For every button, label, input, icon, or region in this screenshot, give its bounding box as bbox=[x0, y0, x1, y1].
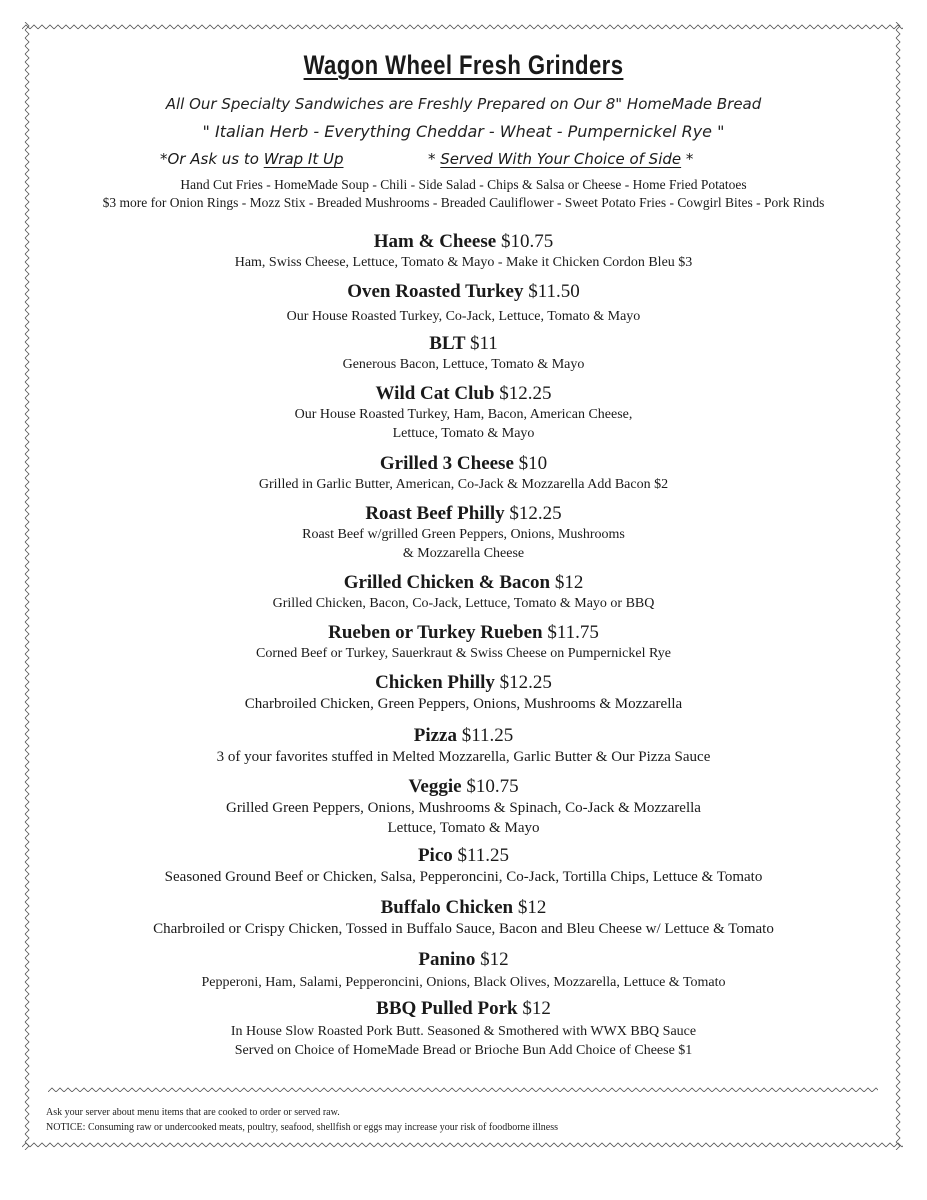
zigzag-divider bbox=[48, 1082, 878, 1092]
bread-options: " Italian Herb - Everything Cheddar - Wheat - Pumpernickel Rye " bbox=[202, 122, 725, 141]
raw-food-notice: Ask your server about menu items that are cooked to order or served raw. bbox=[46, 1107, 340, 1118]
item-description: In House Slow Roasted Pork Butt. Seasoned & Smothered with WWX BBQ Sauce bbox=[230, 1024, 697, 1039]
item-title: Grilled Chicken & Bacon $12 bbox=[343, 572, 584, 593]
menu-item bbox=[0, 622, 927, 663]
item-title: BBQ Pulled Pork $12 bbox=[376, 998, 551, 1019]
item-title: Panino $12 bbox=[418, 949, 509, 970]
menu-item bbox=[0, 672, 927, 714]
side-note bbox=[428, 150, 693, 168]
side-choice: Served With Your Choice of Side bbox=[440, 150, 682, 168]
menu-item bbox=[0, 897, 927, 939]
side-suffix: * bbox=[681, 150, 694, 168]
item-description: & Mozzarella Cheese bbox=[402, 546, 525, 561]
wrap-prefix: *Or Ask us to bbox=[160, 150, 264, 168]
item-description: Lettuce, Tomato & Mayo bbox=[392, 426, 535, 441]
item-title: BLT $11 bbox=[429, 333, 498, 354]
zigzag-border-bottom bbox=[22, 1140, 903, 1150]
item-description: Charbroiled Chicken, Green Peppers, Onions, Mushrooms & Mozzarella bbox=[244, 696, 683, 712]
menu-item bbox=[0, 998, 927, 1060]
item-title: Rueben or Turkey Rueben $11.75 bbox=[328, 622, 599, 643]
side-options: Hand Cut Fries - HomeMade Soup - Chili - Side Salad - Chips & Salsa or Cheese - Home Fried Potatoes bbox=[180, 177, 747, 192]
menu-item bbox=[0, 845, 927, 887]
upgrade-options: $3 more for Onion Rings - Mozz Stix - Breaded Mushrooms - Breaded Cauliflower - Sweet Potato Fries - Cowgirl Bites - Pork Rinds bbox=[102, 195, 825, 210]
menu-item bbox=[0, 333, 927, 374]
menu-item bbox=[0, 503, 927, 563]
item-description: Generous Bacon, Lettuce, Tomato & Mayo bbox=[342, 357, 585, 372]
item-description: Grilled in Garlic Butter, American, Co-Jack & Mozzarella Add Bacon $2 bbox=[258, 477, 669, 492]
item-title: Ham & Cheese $10.75 bbox=[373, 231, 554, 252]
item-description: 3 of your favorites stuffed in Melted Mozzarella, Garlic Butter & Our Pizza Sauce bbox=[216, 749, 711, 765]
item-title: Pico $11.25 bbox=[417, 845, 510, 866]
item-title: Buffalo Chicken $12 bbox=[380, 897, 547, 918]
wrap-note bbox=[160, 150, 344, 168]
item-title: Grilled 3 Cheese $10 bbox=[379, 453, 548, 474]
item-description: Grilled Chicken, Bacon, Co-Jack, Lettuce, Tomato & Mayo or BBQ bbox=[272, 596, 655, 611]
item-description: Seasoned Ground Beef or Chicken, Salsa, Pepperoncini, Co-Jack, Tortilla Chips, Lettuce & Tomato bbox=[164, 869, 763, 885]
item-description: Roast Beef w/grilled Green Peppers, Onions, Mushrooms bbox=[302, 527, 625, 542]
item-description: Pepperoni, Ham, Salami, Pepperoncini, Onions, Black Olives, Mozzarella, Lettuce & Tomato bbox=[201, 975, 726, 990]
zigzag-border-top bbox=[22, 22, 903, 32]
item-title: Oven Roasted Turkey $11.50 bbox=[347, 281, 580, 302]
item-description: Our House Roasted Turkey, Co-Jack, Lettuce, Tomato & Mayo bbox=[286, 309, 641, 324]
bread-tagline: All Our Specialty Sandwiches are Freshly Prepared on Our 8" HomeMade Bread bbox=[165, 95, 762, 113]
item-description: Grilled Green Peppers, Onions, Mushrooms & Spinach, Co-Jack & Mozzarella bbox=[226, 800, 701, 816]
item-title: Chicken Philly $12.25 bbox=[375, 672, 552, 693]
item-description: Charbroiled or Crispy Chicken, Tossed in Buffalo Sauce, Bacon and Bleu Cheese w/ Lettuce & Tomato bbox=[153, 921, 774, 937]
menu-item bbox=[0, 949, 927, 992]
item-description: Ham, Swiss Cheese, Lettuce, Tomato & Mayo - Make it Chicken Cordon Bleu $3 bbox=[234, 255, 693, 270]
consumption-warning: NOTICE: Consuming raw or undercooked meats, poultry, seafood, shellfish or eggs may increase your risk of foodborne illness bbox=[46, 1122, 559, 1133]
item-description: Lettuce, Tomato & Mayo bbox=[387, 820, 540, 836]
item-title: Pizza $11.25 bbox=[413, 725, 514, 746]
menu-item bbox=[0, 383, 927, 443]
item-title: Veggie $10.75 bbox=[408, 776, 519, 797]
item-description: Corned Beef or Turkey, Sauerkraut & Swiss Cheese on Pumpernickel Rye bbox=[256, 646, 671, 661]
menu-item bbox=[0, 725, 927, 767]
item-description: Served on Choice of HomeMade Bread or Brioche Bun Add Choice of Cheese $1 bbox=[234, 1043, 693, 1058]
wrap-it-up: Wrap It Up bbox=[263, 150, 344, 168]
menu-item bbox=[0, 231, 927, 272]
menu-item bbox=[0, 281, 927, 326]
menu-item bbox=[0, 572, 927, 613]
item-title: Wild Cat Club $12.25 bbox=[375, 383, 552, 404]
menu-item bbox=[0, 776, 927, 838]
item-title: Roast Beef Philly $12.25 bbox=[365, 503, 562, 524]
menu-item bbox=[0, 453, 927, 494]
item-description: Our House Roasted Turkey, Ham, Bacon, American Cheese, bbox=[294, 407, 633, 422]
menu-title: Wagon Wheel Fresh Grinders bbox=[303, 50, 624, 80]
side-prefix: * bbox=[428, 150, 441, 168]
